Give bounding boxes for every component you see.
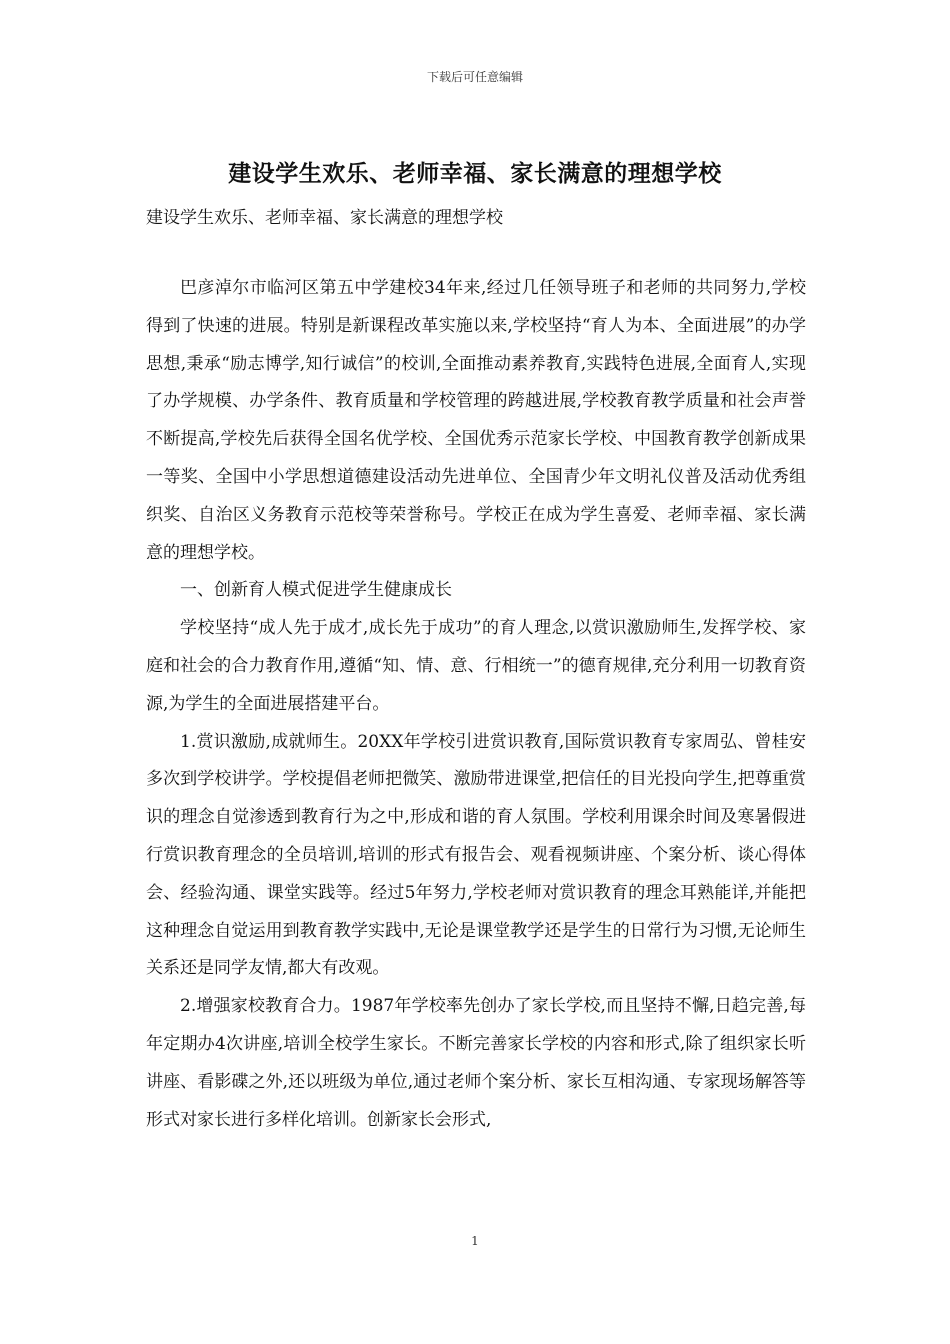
document-body [146,270,806,1139]
document-title: 建设学生欢乐、老师幸福、家长满意的理想学校 [228,160,722,187]
section-heading-1: 一、创新育人模式促进学生健康成长 [180,580,452,601]
paragraph-intro: 巴彦淖尔市临河区第五中学建校34年来,经过几任领导班子和老师的共同努力,学校得到了快速的进展。特别是新课程改革实施以来,学校坚持“育人为本、全面进展”的办学思想,秉承“励志博学,知行诚信”的校训,全面推动素养教育,实践特色进展,全面育人,实现了办学规模、办学条件、教育质量和学校管理的跨越进展,学校教育教学质量和社会声誉不断提高,学校先后获得全国名优学校、全国优秀示范家长学校、中国教育教学创新成果一等奖、全国中小学思想道德建设活动先进单位、全国青少年文明礼仪普及活动优秀组织奖、自治区义务教育示范校等荣誉称号。学校正在成为学生喜爱、老师幸福、家长满意的理想学校。 [146,278,806,563]
header-note: 下载后可任意编辑 [426,70,523,84]
paragraph-education-philosophy: 学校坚持“成人先于成才,成长先于成功”的育人理念,以赏识激励师生,发挥学校、家庭和社会的合力教育作用,遵循“知、情、意、行相统一”的德育规律,充分利用一切教育资源,为学生的全面进展搭建平台。 [146,618,806,714]
page-number: 1 [471,1234,479,1248]
paragraph-appreciation: 1.赏识激励,成就师生。20XX年学校引进赏识教育,国际赏识教育专家周弘、曾桂安多次到学校讲学。学校提倡老师把微笑、激励带进课堂,把信任的目光投向学生,把尊重赏识的理念自觉渗透到教育行为之中,形成和谐的育人氛围。学校利用课余时间及寒暑假进行赏识教育理念的全员培训,培训的形式有报告会、观看视频讲座、个案分析、谈心得体会、经验沟通、课堂实践等。经过5年努力,学校老师对赏识教育的理念耳熟能详,并能把这种理念自觉运用到教育教学实践中,无论是课堂教学还是学生的日常行为习惯,无论师生关系还是同学友情,都大有改观。 [146,731,806,979]
paragraph-home-school: 2.增强家校教育合力。1987年学校率先创办了家长学校,而且坚持不懈,日趋完善,每年定期办4次讲座,培训全校学生家长。不断完善家长学校的内容和形式,除了组织家长听讲座、看影碟之外,还以班级为单位,通过老师个案分析、家长互相沟通、专家现场解答等形式对家长进行多样化培训。创新家长会形式, [146,996,806,1130]
document-subtitle: 建设学生欢乐、老师幸福、家长满意的理想学校 [146,208,503,228]
